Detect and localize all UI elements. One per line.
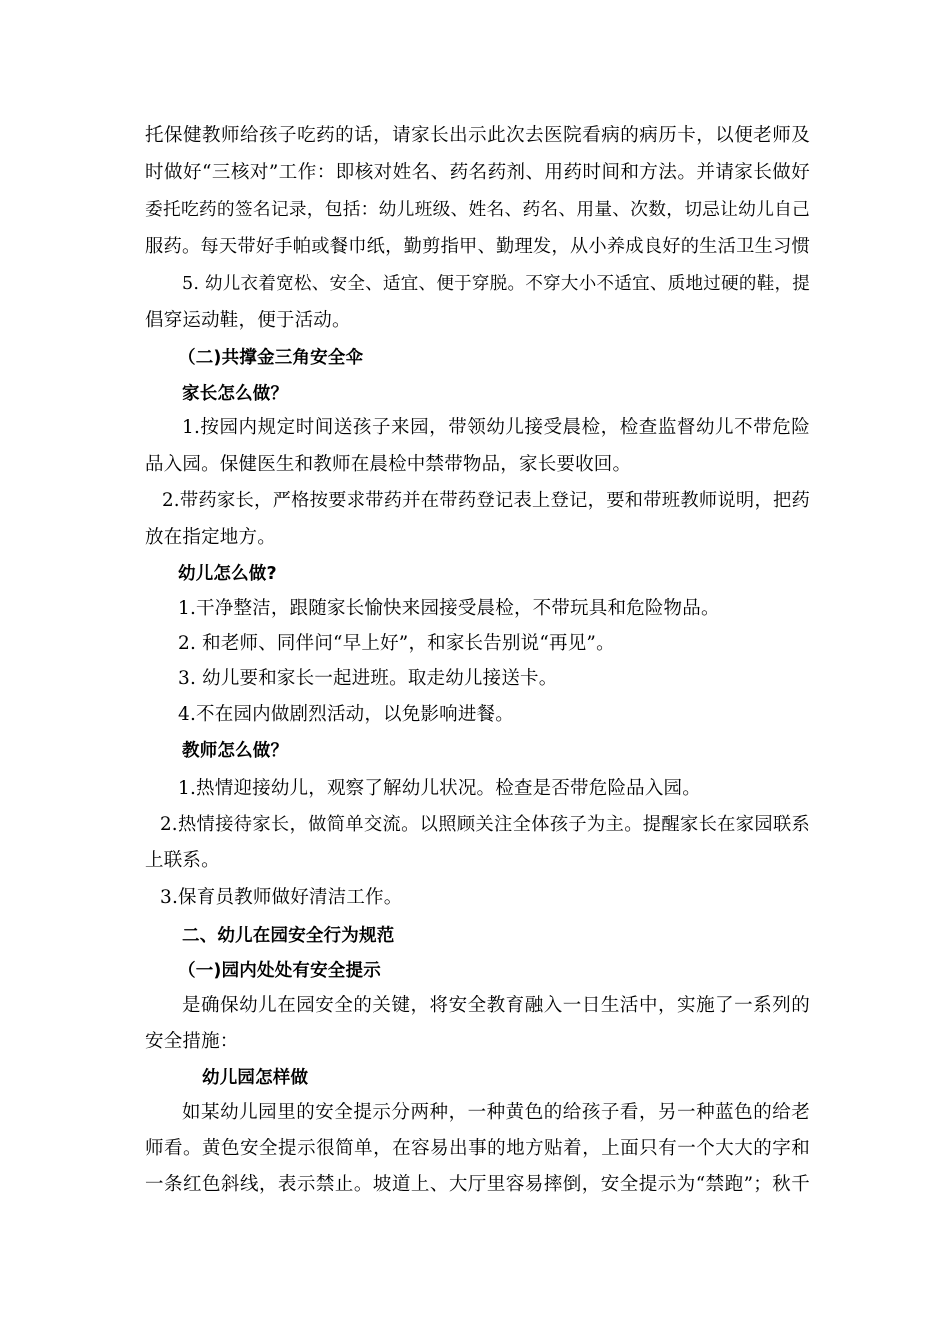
paragraph-line: 品入园。保健医生和教师在晨检中禁带物品，家长要收回。 [145, 454, 632, 475]
paragraph-line: 服药。每天带好手帕或餐巾纸，勤剪指甲、勤理发，从小养成良好的生活卫生习惯 [145, 236, 810, 257]
paragraph-line: 安全措施： [145, 1031, 239, 1052]
paragraph-line: 委托吃药的签名记录，包括：幼儿班级、姓名、药名、用量、次数，切忌让幼儿自己 [145, 200, 810, 220]
list-item: 2.带药家长，严格按要求带药并在带药登记表上登记，要和带班教师说明，把药 [162, 490, 810, 511]
section-heading-main-2: 二、幼儿在园安全行为规范 [182, 926, 395, 946]
list-item: 2. 和老师、同伴问“早上好”，和家长告别说“再见”。 [178, 633, 615, 654]
list-item: 4.不在园内做剧烈活动，以免影响进餐。 [178, 704, 514, 725]
paragraph-line: 托保健教师给孩子吃药的话，请家长出示此次去医院看病的病历卡，以便老师及 [145, 125, 810, 146]
list-item: 3. 幼儿要和家长一起进班。取走幼儿接送卡。 [178, 668, 558, 689]
subheading-teachers: 教师怎么做？ [182, 741, 289, 761]
paragraph-line: 时做好“三核对”工作：即核对姓名、药名药剂、用药时间和方法。并请家长做好 [145, 162, 810, 183]
list-item-5: 5. 幼儿衣着宽松、安全、适宜、便于穿脱。不穿大小不适宜、质地过硬的鞋，提 [182, 274, 810, 294]
subheading-children: 幼儿怎么做? [178, 564, 277, 584]
list-item: 2.热情接待家长，做简单交流。以照顾关注全体孩子为主。提醒家长在家园联系 [160, 814, 810, 835]
paragraph-line: 一条红色斜线，表示禁止。坡道上、大厅里容易摔倒，安全提示为“禁跑”；秋千 [145, 1174, 810, 1195]
section-heading-sub-1: （一)园内处处有安全提示 [178, 961, 381, 981]
subheading-kindergarten: 幼儿园怎样做 [202, 1068, 309, 1088]
list-item: 1.干净整洁，跟随家长愉快来园接受晨检，不带玩具和危险物品。 [178, 598, 720, 619]
paragraph-line: 是确保幼儿在园安全的关键，将安全教育融入一日生活中，实施了一系列的 [182, 995, 810, 1016]
section-heading-2: （二)共撑金三角安全伞 [178, 348, 364, 368]
subheading-parents: 家长怎么做？ [182, 384, 289, 404]
paragraph-line: 师看。黄色安全提示很简单，在容易出事的地方贴着，上面只有一个大大的字和 [145, 1138, 810, 1159]
list-item: 1.热情迎接幼儿，观察了解幼儿状况。检查是否带危险品入园。 [178, 778, 701, 799]
paragraph-line: 上联系。 [145, 850, 220, 871]
list-item: 1.按园内规定时间送孩子来园，带领幼儿接受晨检，检查监督幼儿不带危险 [182, 417, 810, 438]
paragraph-line: 放在指定地方。 [145, 527, 276, 548]
list-item: 3.保育员教师做好清洁工作。 [160, 887, 403, 908]
paragraph-line: 如某幼儿园里的安全提示分两种，一种黄色的给孩子看，另一种蓝色的给老 [182, 1102, 810, 1123]
paragraph-line: 倡穿运动鞋，便于活动。 [145, 310, 351, 331]
